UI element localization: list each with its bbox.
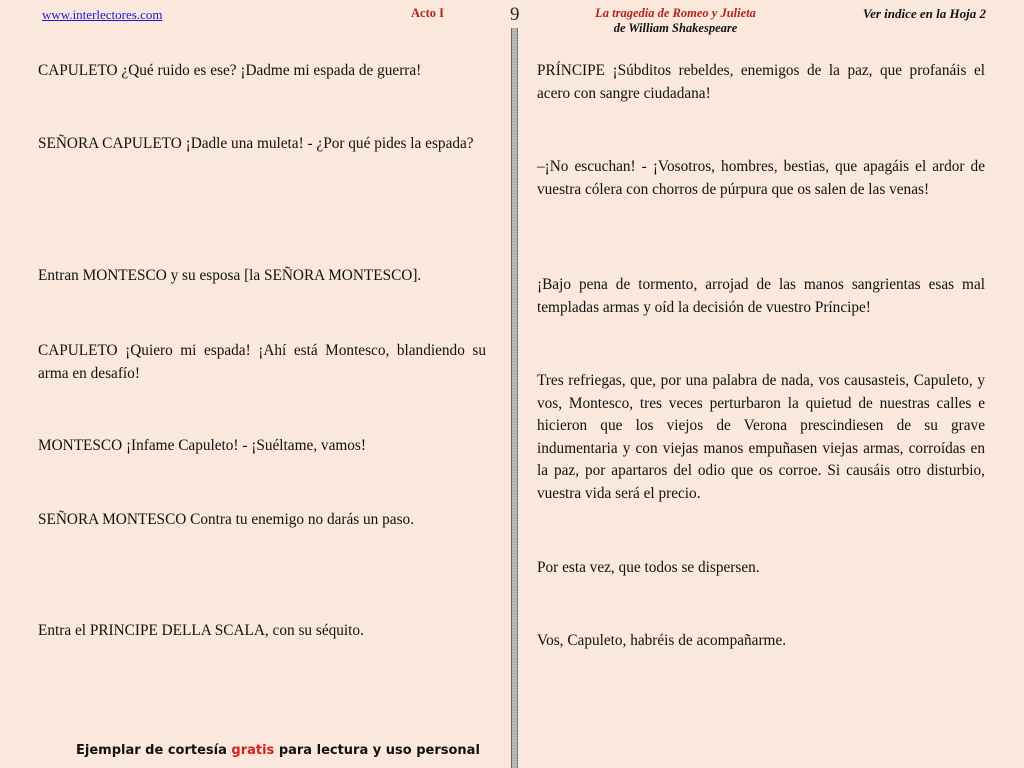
act-label: Acto I xyxy=(411,6,444,20)
paragraph: Entran MONTESCO y su esposa [la SEÑORA MONTESCO]. xyxy=(38,267,422,284)
book-author: de William Shakespeare xyxy=(613,21,738,35)
left-column xyxy=(38,0,486,768)
index-link[interactable]: Ver indice en la Hoja 2 xyxy=(862,6,986,21)
courtesy-footer xyxy=(76,743,480,758)
paragraph: –¡No escuchan! - ¡Vosotros, hombres, bestias, que apagáis el ardor de vuestra cólera con chorros de púrpura que os salen de las venas! xyxy=(537,158,985,198)
page-number: 9 xyxy=(510,4,520,25)
footer-suffix: para lectura y uso personal xyxy=(274,743,480,758)
paragraph: Vos, Capuleto, habréis de acompañarme. xyxy=(537,632,787,649)
right-column xyxy=(537,0,985,768)
book-title-text: La tragedia de Romeo y Julieta xyxy=(595,6,756,20)
paragraph: PRÍNCIPE ¡Súbditos rebeldes, enemigos de la paz, que profanáis el acero con sangre ciudadana! xyxy=(537,62,985,102)
paragraph: CAPULETO ¡Quiero mi espada! ¡Ahí está Montesco, blandiendo su arma en desafío! xyxy=(38,342,486,382)
paragraph: Por esta vez, que todos se dispersen. xyxy=(537,559,760,576)
paragraph: SEÑORA MONTESCO Contra tu enemigo no darás un paso. xyxy=(38,511,415,528)
footer-highlight: gratis xyxy=(231,743,275,758)
paragraph: Tres refriegas, que, por una palabra de nada, vos causasteis, Capuleto, y vos, Montesco, tres veces perturbaron la quietud de nuestras calles e hicieron que los viejos de Verona prescindiesen de su grave indumentaria y con viejas manos empuñasen viejas armas, corroídas en la paz, por apartaros del odio que os corroe. Si causáis otro disturbio, vuestra vida será el precio. xyxy=(537,372,985,502)
site-link[interactable]: www.interlectores.com xyxy=(42,7,163,22)
paragraph: ¡Bajo pena de tormento, arrojad de las manos sangrientas esas mal templadas armas y oíd la decisión de vuestro Príncipe! xyxy=(537,276,985,316)
footer-prefix: Ejemplar de cortesía xyxy=(76,743,232,758)
page-divider xyxy=(511,28,518,768)
paragraph: MONTESCO ¡Infame Capuleto! - ¡Suéltame, vamos! xyxy=(38,437,366,454)
paragraph: CAPULETO ¿Qué ruido es ese? ¡Dadme mi espada de guerra! xyxy=(38,62,422,79)
paragraph: Entra el PRINCIPE DELLA SCALA, con su séquito. xyxy=(38,622,364,639)
paragraph: SEÑORA CAPULETO ¡Dadle una muleta! - ¿Por qué pides la espada? xyxy=(38,135,474,152)
